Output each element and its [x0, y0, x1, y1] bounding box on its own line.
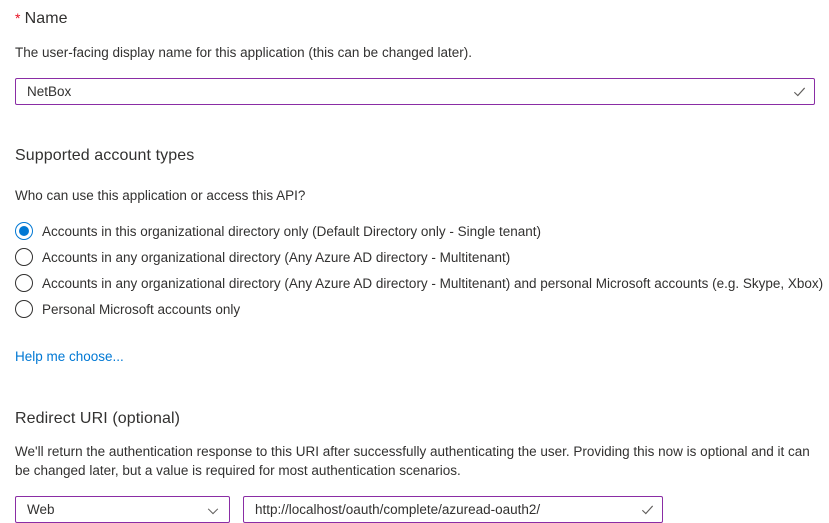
name-input[interactable]: [15, 78, 815, 105]
redirect-uri-controls: [15, 496, 815, 523]
radio-button-icon[interactable]: [15, 274, 33, 292]
name-description: The user-facing display name for this application (this can be changed later).: [15, 45, 472, 60]
name-title-text: Name: [24, 10, 68, 27]
radio-option-multitenant-personal[interactable]: [15, 270, 824, 296]
name-section: [15, 10, 815, 105]
radio-option-personal-only[interactable]: [15, 296, 815, 322]
redirect-uri-title: Redirect URI (optional): [15, 410, 181, 427]
redirect-uri-description: We'll return the authentication response to this URI after successfully authenticating the user. Providing this now is optional and it can be changed later, but a value is required for most authentication scenarios.: [15, 444, 810, 478]
account-types-question: Who can use this application or access this API?: [15, 188, 306, 203]
platform-select-dropdown[interactable]: [15, 496, 230, 523]
radio-option-multitenant[interactable]: [15, 244, 815, 270]
radio-button-icon[interactable]: [15, 222, 33, 240]
radio-option-label: Accounts in any organizational directory (Any Azure AD directory - Multitenant): [42, 249, 511, 265]
radio-option-single-tenant[interactable]: [15, 218, 815, 244]
radio-option-label: Accounts in this organizational directory only (Default Directory only - Single tenant): [42, 223, 541, 239]
account-types-title: Supported account types: [15, 147, 195, 164]
redirect-uri-input-wrap: [243, 496, 663, 523]
required-asterisk: *: [15, 10, 21, 26]
radio-option-label: Personal Microsoft accounts only: [42, 301, 241, 317]
redirect-uri-section: [15, 410, 815, 523]
name-section-title: [15, 10, 815, 28]
name-input-wrap: [15, 78, 815, 105]
account-types-radio-group: [15, 218, 824, 322]
radio-button-icon[interactable]: [15, 300, 33, 318]
radio-option-label: Accounts in any organizational directory (Any Azure AD directory - Multitenant) and personal Microsoft accounts (e.g. Skype, Xbox): [42, 275, 824, 291]
platform-selected-value: Web: [27, 502, 55, 517]
radio-button-icon[interactable]: [15, 248, 33, 266]
help-me-choose-link[interactable]: Help me choose...: [15, 349, 124, 364]
supported-account-types-section: [15, 147, 824, 366]
redirect-uri-input[interactable]: [243, 496, 663, 523]
